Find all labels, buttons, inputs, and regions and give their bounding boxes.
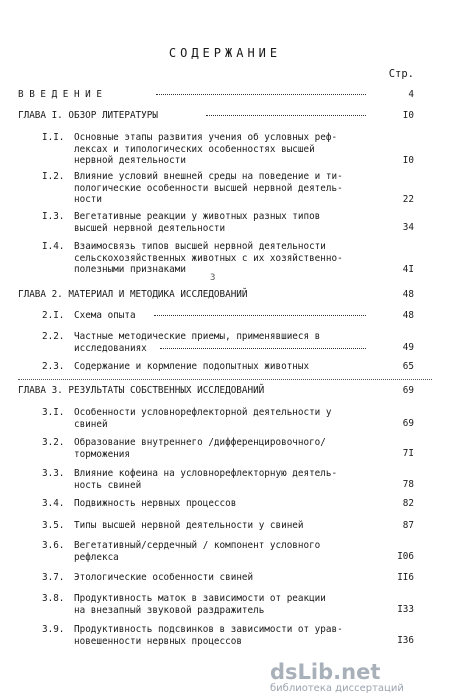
toc-entry [42, 241, 414, 277]
toc-page-number: 65 [402, 361, 414, 372]
toc-entry-number: 3.6. [42, 540, 65, 551]
toc-entry-text: Подвижность нервных процессов [74, 498, 237, 509]
toc-entry-text: Образование внутреннего /дифференцировочного/ торможения [74, 437, 326, 460]
toc-entry [42, 171, 414, 207]
toc-page-number: 22 [402, 194, 414, 205]
toc-page-number: I36 [397, 635, 414, 646]
toc-entry-text: Частные методические приемы, применявшиеся в исследованиях [74, 331, 321, 354]
toc-entry-text: Типы высшей нервной деятельности у свиней [74, 520, 304, 531]
toc-entry-number: 3.9. [42, 624, 65, 635]
toc-entry-number: 3.5. [42, 520, 65, 531]
toc-entry [42, 498, 414, 510]
toc-entry [42, 468, 414, 492]
toc-entry-number: 3.I. [42, 407, 65, 418]
toc-entry-text: В В Е Д Е Н И Е [18, 89, 102, 100]
toc-entry-text: Влияние кофеина на условнорефлекторную деятель- ность свиней [74, 468, 338, 491]
toc-entry-text: Взаимосвязь типов высшей нервной деятельности сельскохозяйственных животных с их хозяйственно- полезными признаками [74, 241, 343, 275]
toc-entry-text: Продуктивность подсвинков в зависимости от урав- новешенности нервных процессов [74, 624, 343, 647]
page-title: СОДЕРЖАНИЕ [168, 46, 282, 60]
toc-entry-text: Особенности условнорефлекторной деятельности у свиней [74, 407, 332, 430]
toc-entry [42, 540, 414, 564]
toc-entry-number: 2.I. [42, 310, 65, 321]
toc-entry-number: 3.4. [42, 498, 65, 509]
page-stamp: 3 [210, 273, 216, 283]
toc-entry-number: I.2. [42, 171, 65, 182]
toc-entry-text: Продуктивность маток в зависимости от реакции на внезапный звуковой раздражитель [74, 593, 326, 616]
toc-entry-text: ГЛАВА 3. РЕЗУЛЬТАТЫ СОБСТВЕННЫХ ИССЛЕДОВАНИЙ [18, 385, 265, 396]
section-divider [18, 379, 432, 380]
toc-page-number: I06 [397, 551, 414, 562]
toc-entry-number: 3.3. [42, 468, 65, 479]
toc-page-number: I0 [402, 110, 414, 121]
toc-entry [42, 361, 414, 373]
toc-entry-text: Содержание и кормление подопытных животных [74, 361, 310, 372]
toc-entry-text: Вегетативные реакции у животных разных типов высшей нервной деятельности [74, 211, 321, 234]
toc-page-number: 7I [402, 448, 414, 459]
page-column-header: Стр. [388, 68, 414, 80]
toc-page-number: 34 [402, 222, 414, 233]
toc-entry-text: ГЛАВА I. ОБЗОР ЛИТЕРАТУРЫ [18, 110, 158, 121]
toc-entry-text: Вегетативный/сердечный / компонент условного рефлекса [74, 540, 321, 563]
watermark [270, 660, 440, 694]
dot-leader [206, 113, 366, 116]
toc-page-number: 48 [402, 310, 414, 321]
toc-entry-text: Этологические особенности свиней [74, 572, 254, 583]
toc-page-number: 69 [402, 385, 414, 396]
toc-page-number: 48 [402, 289, 414, 300]
toc-entry-text: ГЛАВА 2. МАТЕРИАЛ И МЕТОДИКА ИССЛЕДОВАНИЙ [18, 289, 248, 300]
toc-page-number: 78 [402, 479, 414, 490]
toc-entry-text: Влияние условий внешней среды на поведение и ти- пологические особенности высшей нервной деятель- ности [74, 171, 343, 205]
toc-entry [42, 437, 414, 461]
watermark-logo: dsLib.net [270, 660, 381, 684]
dot-leader [154, 313, 366, 316]
toc-entry-number: 2.3. [42, 361, 65, 372]
toc-page-number: 69 [402, 418, 414, 429]
toc-entry [42, 310, 414, 322]
watermark-subtitle: библиотека диссертаций [270, 683, 404, 694]
toc-entry-number: I.I. [42, 132, 65, 143]
toc-entry-text: Схема опыта [74, 310, 136, 321]
toc-entry [18, 289, 414, 301]
toc-entry-number: 2.2. [42, 331, 65, 342]
toc-entry-number: 3.7. [42, 572, 65, 583]
toc-entry-number: I.3. [42, 211, 65, 222]
toc-entry [42, 572, 414, 584]
toc-page-number: 87 [402, 520, 414, 531]
toc-page-number: I0 [402, 155, 414, 166]
toc-entry [42, 593, 414, 617]
dot-leader [156, 92, 366, 95]
toc-page-number: II6 [397, 572, 414, 583]
toc-entry-text: Основные этапы развития учения об условных реф- лексах и типологических особенностях высшей нервной деятельности [74, 132, 338, 166]
toc-entry [42, 211, 414, 235]
toc-entry-number: I.4. [42, 241, 65, 252]
toc-page-number: 82 [402, 498, 414, 509]
toc-entry [42, 624, 414, 648]
toc-page-number: I33 [397, 604, 414, 615]
toc-entry [42, 331, 414, 355]
toc-entry [18, 385, 414, 397]
toc-entry [42, 520, 414, 532]
dot-leader [160, 346, 366, 349]
toc-entry-number: 3.8. [42, 593, 65, 604]
toc-page-number: 4 [408, 89, 414, 100]
toc-page-number: 49 [402, 342, 414, 353]
toc-entry [42, 407, 414, 431]
toc-entry [18, 89, 414, 101]
toc-entry-number: 3.2. [42, 437, 65, 448]
toc-entry [42, 132, 414, 168]
toc-entry [18, 110, 414, 122]
toc-page-number: 4I [402, 264, 414, 275]
